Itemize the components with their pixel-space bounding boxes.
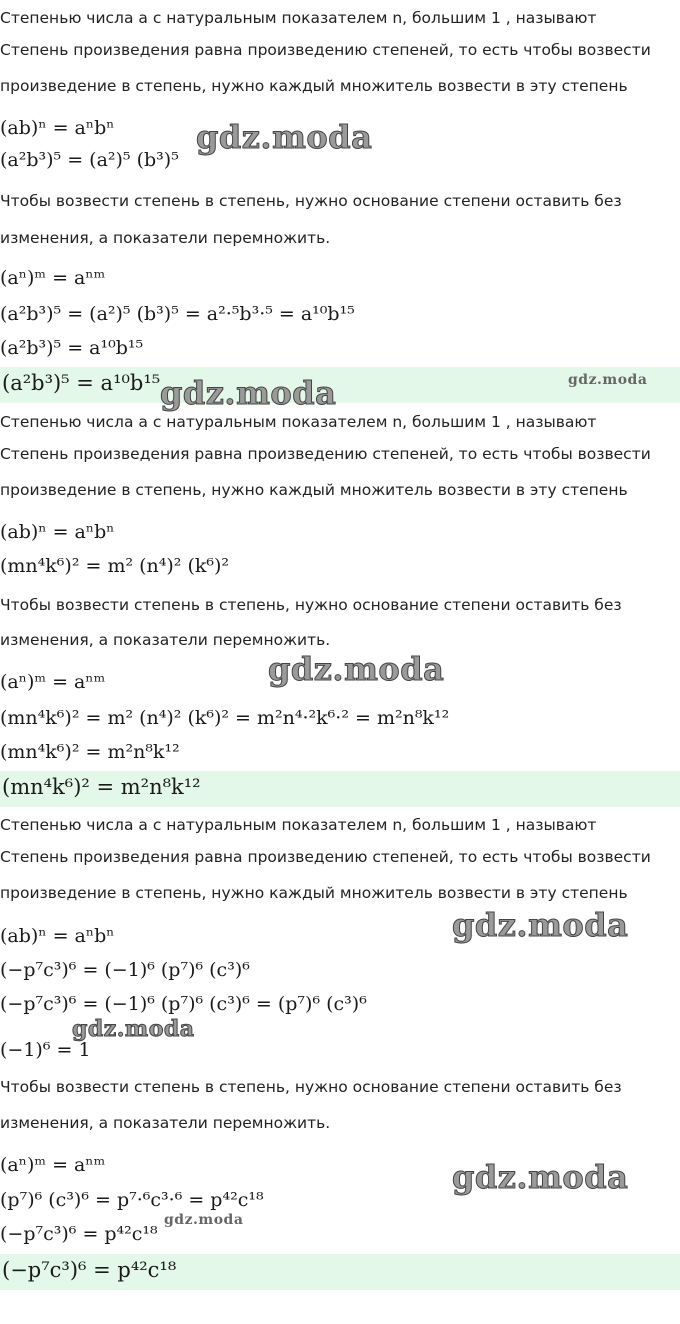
formula: (ab)ⁿ = aⁿbⁿ — [0, 521, 115, 543]
formula: (mn⁴k⁶)² = m² (n⁴)² (k⁶)² = m²n⁴·²k⁶·² = m²n⁸k¹² — [0, 707, 450, 729]
formula: (mn⁴k⁶)² = m² (n⁴)² (k⁶)² — [0, 555, 230, 577]
rule-product-power: Степень произведения равна произведению степеней, то есть чтобы возвести — [0, 848, 651, 866]
formula: (−p⁷c³)⁶ = (−1)⁶ (p⁷)⁶ (c³)⁶ = (p⁷)⁶ (c³)⁶ — [0, 993, 367, 1015]
formula: (aⁿ)ᵐ = aⁿᵐ — [0, 267, 106, 289]
rule-power-of-power: Чтобы возвести степень в степень, нужно основание степени оставить без — [0, 1078, 622, 1096]
rule-power-of-power: Чтобы возвести степень в степень, нужно основание степени оставить без — [0, 192, 622, 210]
watermark-logo: gdz.moda — [568, 372, 648, 388]
rule-power-definition: Степенью числа a с натуральным показателем n, большим 1 , называют — [0, 413, 597, 431]
answer-formula: (a²b³)⁵ = a¹⁰b¹⁵ — [2, 371, 161, 395]
watermark-logo: gdz.moda — [452, 906, 629, 944]
formula: (a²b³)⁵ = a¹⁰b¹⁵ — [0, 337, 144, 359]
answer-box — [0, 1254, 680, 1290]
formula: (ab)ⁿ = aⁿbⁿ — [0, 925, 115, 947]
answer-box — [0, 771, 680, 807]
rule-power-of-power-cont: изменения, а показатели перемножить. — [0, 229, 331, 247]
rule-product-power-cont: произведение в степень, нужно каждый множитель возвести в эту степень — [0, 481, 628, 499]
formula: (−p⁷c³)⁶ = (−1)⁶ (p⁷)⁶ (c³)⁶ — [0, 959, 250, 981]
watermark-logo: gdz.moda — [164, 1212, 244, 1228]
formula: (p⁷)⁶ (c³)⁶ = p⁷·⁶c³·⁶ = p⁴²c¹⁸ — [0, 1189, 264, 1211]
rule-power-definition: Степенью числа a с натуральным показателем n, большим 1 , называют — [0, 9, 597, 27]
watermark-logo: gdz.moda — [196, 118, 373, 156]
watermark-logo: gdz.moda — [72, 1016, 195, 1042]
answer-formula: (−p⁷c³)⁶ = p⁴²c¹⁸ — [2, 1258, 177, 1282]
formula: (−1)⁶ = 1 — [0, 1039, 91, 1061]
formula: (aⁿ)ᵐ = aⁿᵐ — [0, 671, 106, 693]
rule-product-power: Степень произведения равна произведению степеней, то есть чтобы возвести — [0, 445, 651, 463]
rule-product-power-cont: произведение в степень, нужно каждый множитель возвести в эту степень — [0, 884, 628, 902]
rule-power-definition: Степенью числа a с натуральным показателем n, большим 1 , называют — [0, 816, 597, 834]
rule-power-of-power-cont: изменения, а показатели перемножить. — [0, 1114, 331, 1132]
rule-power-of-power: Чтобы возвести степень в степень, нужно основание степени оставить без — [0, 596, 622, 614]
answer-formula: (mn⁴k⁶)² = m²n⁸k¹² — [2, 775, 201, 799]
watermark-logo: gdz.moda — [160, 374, 337, 412]
formula: (a²b³)⁵ = (a²)⁵ (b³)⁵ = a²·⁵b³·⁵ = a¹⁰b¹⁵ — [0, 303, 355, 325]
formula: (mn⁴k⁶)² = m²n⁸k¹² — [0, 741, 180, 763]
rule-product-power-cont: произведение в степень, нужно каждый множитель возвести в эту степень — [0, 77, 628, 95]
rule-power-of-power-cont: изменения, а показатели перемножить. — [0, 631, 331, 649]
formula: (ab)ⁿ = aⁿbⁿ — [0, 117, 115, 139]
formula: (a²b³)⁵ = (a²)⁵ (b³)⁵ — [0, 149, 179, 171]
formula: (aⁿ)ᵐ = aⁿᵐ — [0, 1154, 106, 1176]
formula: (−p⁷c³)⁶ = p⁴²c¹⁸ — [0, 1223, 158, 1245]
watermark-logo: gdz.moda — [452, 1158, 629, 1196]
watermark-logo: gdz.moda — [268, 650, 445, 688]
rule-product-power: Степень произведения равна произведению степеней, то есть чтобы возвести — [0, 41, 651, 59]
